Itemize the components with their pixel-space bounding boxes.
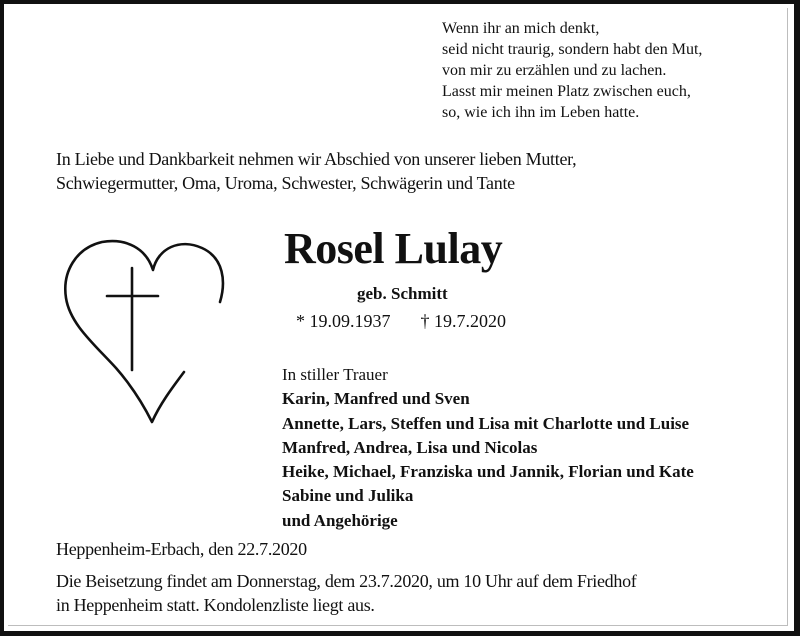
poem-line: Lasst mir meinen Platz zwischen euch, <box>442 83 691 100</box>
death-date: † 19.7.2020 <box>420 311 506 331</box>
burial-line: in Heppenheim statt. Kondolenzliste liegt aus. <box>56 595 375 615</box>
frame-inner-edge-bottom <box>8 625 788 626</box>
life-dates <box>296 309 506 333</box>
mourners-heading: In stiller Trauer <box>282 365 388 384</box>
maiden-name: geb. Schmitt <box>357 284 448 303</box>
intro-text <box>56 147 576 195</box>
poem-line: von mir zu erzählen und zu lachen. <box>442 62 667 79</box>
poem-line: Wenn ihr an mich denkt, <box>442 20 600 37</box>
heart-with-cross-icon <box>60 236 230 428</box>
birth-date: * 19.09.1937 <box>296 311 391 331</box>
deceased-name: Rosel Lulay <box>284 224 503 273</box>
burial-line: Die Beisetzung findet am Donnerstag, dem 23.7.2020, um 10 Uhr auf dem Friedhof <box>56 571 637 591</box>
poem-line: seid nicht traurig, sondern habt den Mut, <box>442 41 703 58</box>
intro-line: In Liebe und Dankbarkeit nehmen wir Abschied von unserer lieben Mutter, <box>56 149 577 169</box>
intro-line: Schwiegermutter, Oma, Uroma, Schwester, Schwägerin und Tante <box>56 173 515 193</box>
place-and-date: Heppenheim-Erbach, den 22.7.2020 <box>56 539 307 559</box>
mourner-line: Annette, Lars, Steffen und Lisa mit Charlotte und Luise <box>282 413 690 433</box>
frame-inner-edge-right <box>787 8 788 626</box>
mourner-line: Sabine und Julika <box>282 486 414 506</box>
poem-line: so, wie ich ihn im Leben hatte. <box>442 104 640 121</box>
burial-notice <box>56 569 636 617</box>
poem <box>442 18 702 123</box>
mourner-line: und Angehörige <box>282 510 398 530</box>
mourner-line: Manfred, Andrea, Lisa und Nicolas <box>282 437 538 457</box>
mourner-line: Heike, Michael, Franziska und Jannik, Florian und Kate <box>282 462 694 482</box>
mourner-line: Karin, Manfred und Sven <box>282 389 470 409</box>
mourners <box>282 363 694 533</box>
